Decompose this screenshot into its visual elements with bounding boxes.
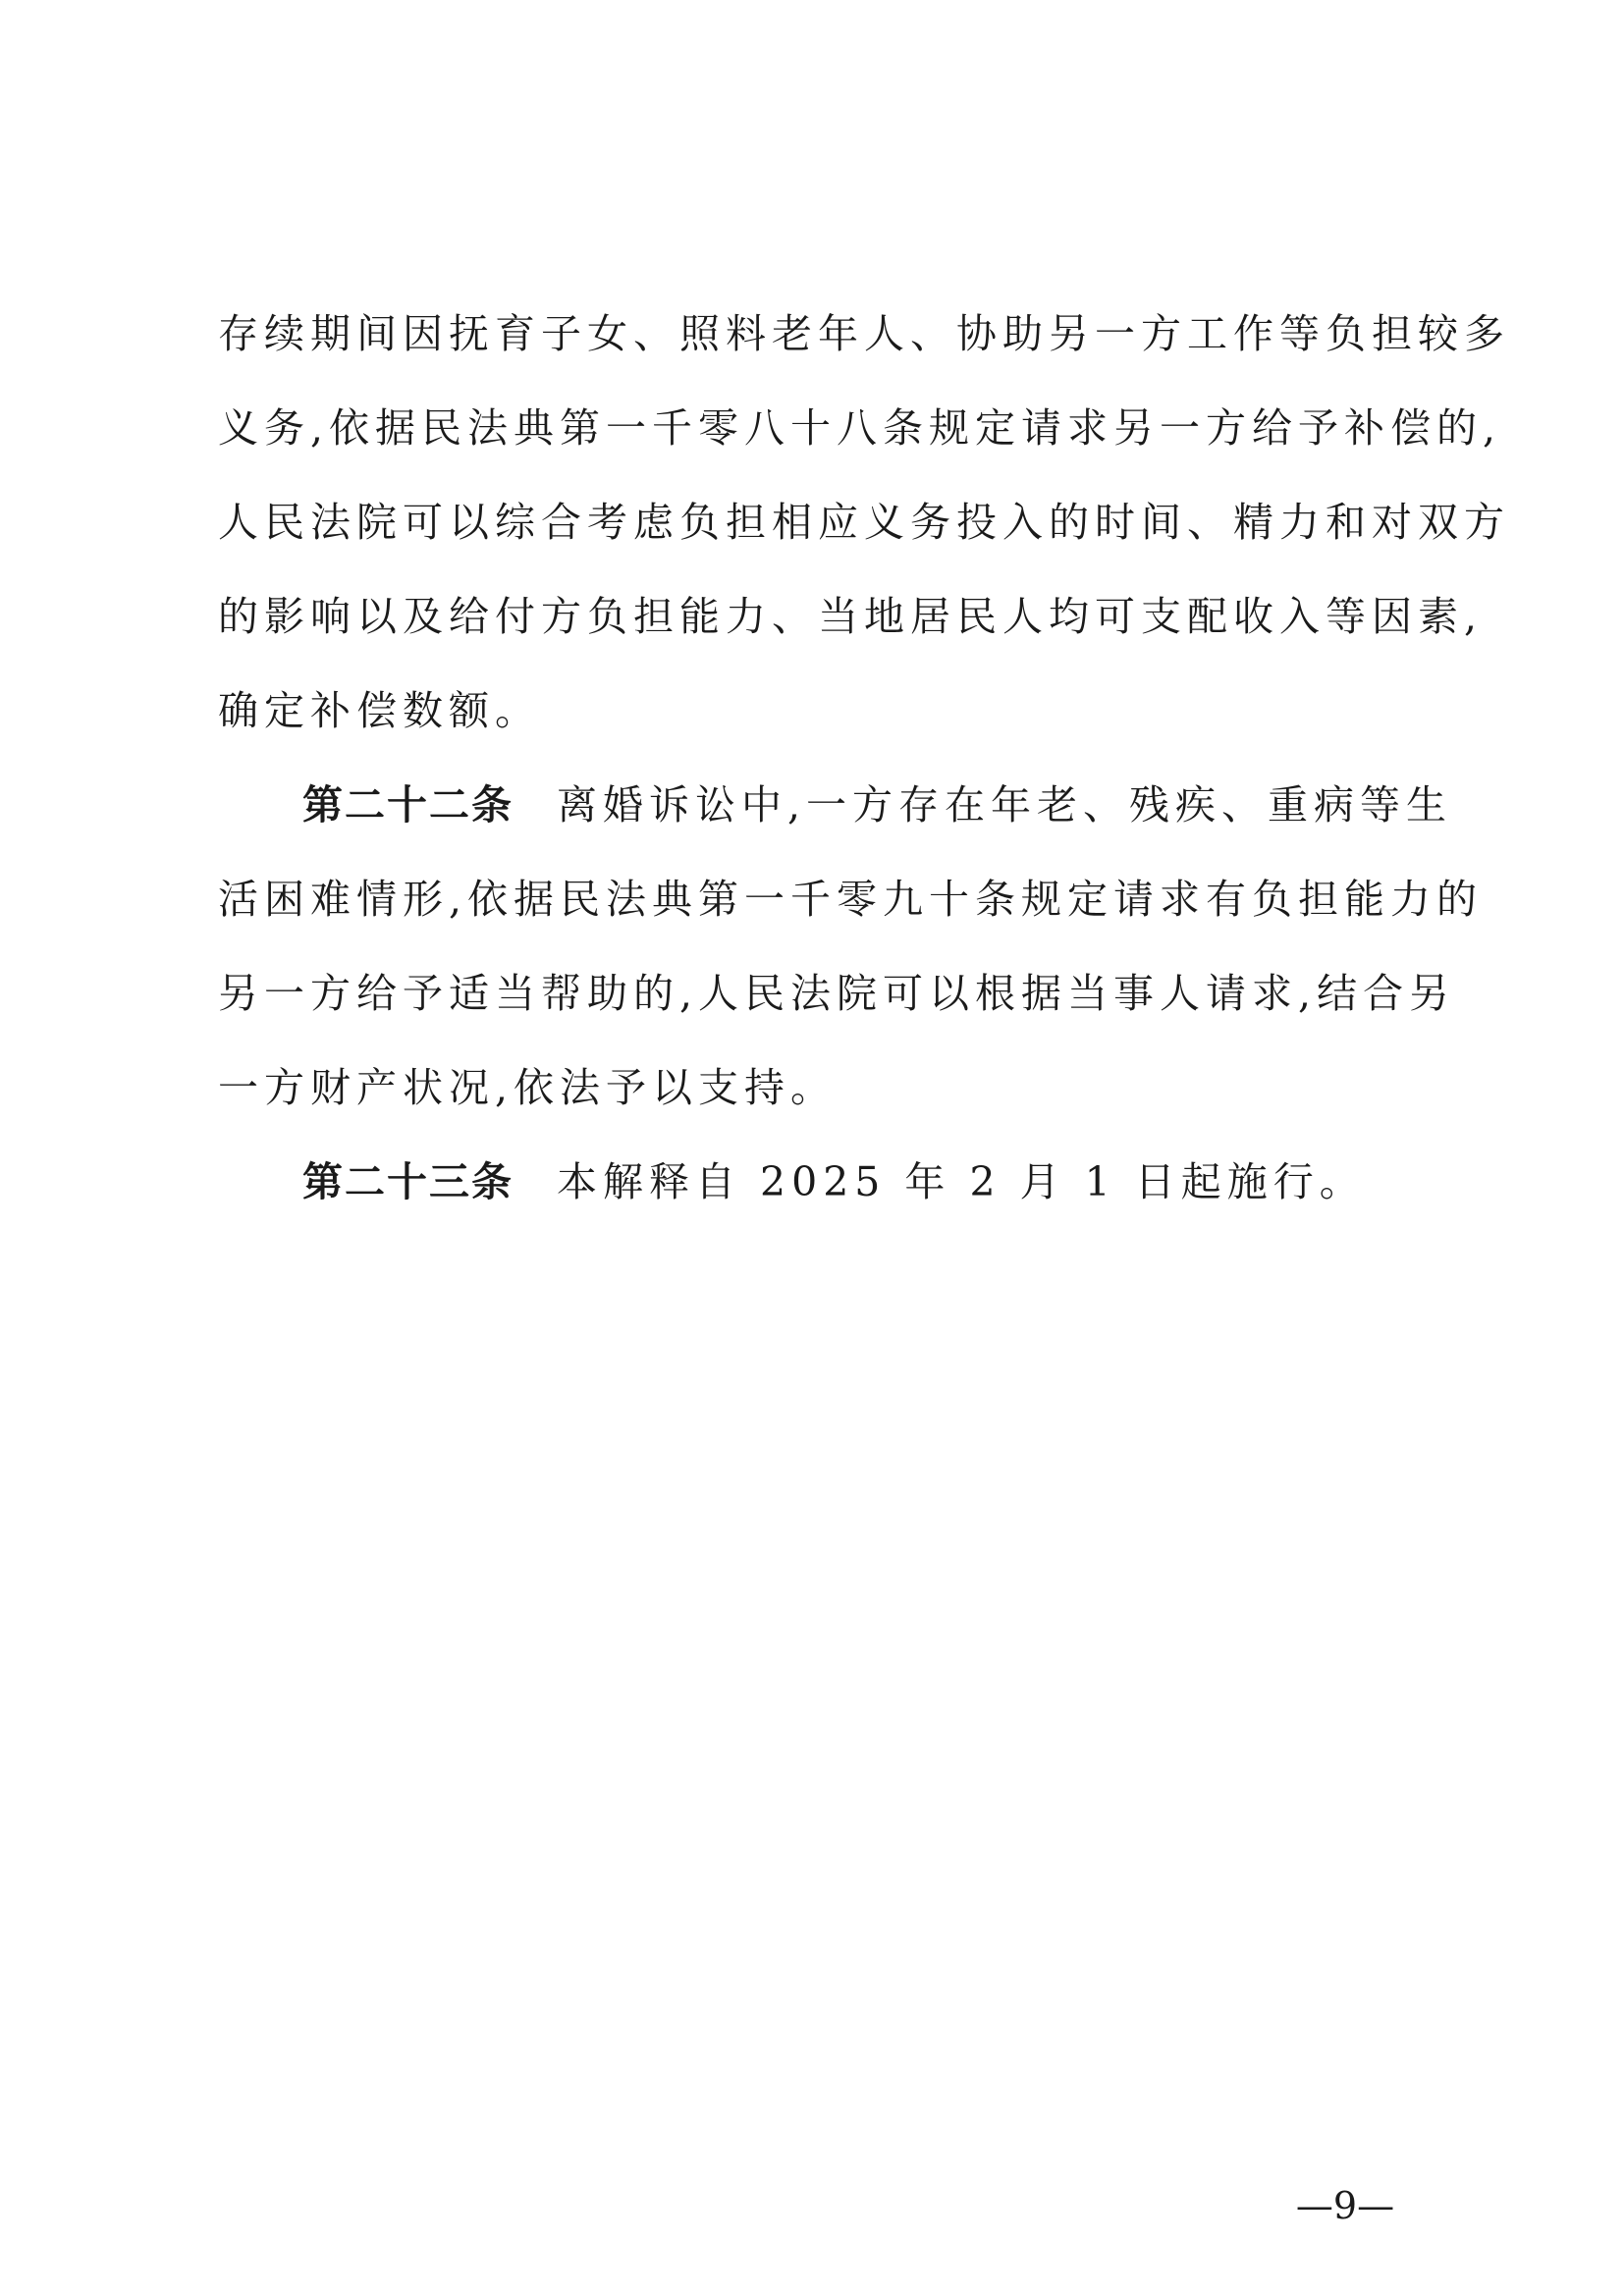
article-22-number: 第二十二条 (302, 781, 514, 828)
article-23-line (218, 1135, 1435, 1229)
document-body (218, 287, 1510, 1229)
paragraph-line: 存续期间因抚育子女、照料老年人、协助另一方工作等负担较多 (218, 310, 1510, 357)
paragraph-line: 一方财产状况,依法予以支持。 (218, 1064, 838, 1111)
page-number: —9— (1295, 2184, 1395, 2227)
article-22-first-line (218, 758, 1453, 852)
paragraph-line: 的影响以及给付方负担能力、当地居民人均可支配收入等因素, (218, 593, 1484, 640)
paragraph-line: 义务,依据民法典第一千零八十八条规定请求另一方给予补偿的, (218, 404, 1502, 452)
article-22-text: 离婚诉讼中,一方存在年老、残疾、重病等生 (557, 781, 1453, 828)
article-23-number: 第二十三条 (302, 1158, 514, 1205)
article-23-text: 本解释自 2025 年 2 月 1 日起施行。 (557, 1158, 1366, 1205)
paragraph-line: 人民法院可以综合考虑负担相应义务投入的时间、精力和对双方 (218, 499, 1510, 546)
paragraph-line: 活困难情形,依据民法典第一千零九十条规定请求有负担能力的 (218, 876, 1484, 923)
paragraph-line: 另一方给予适当帮助的,人民法院可以根据当事人请求,结合另 (218, 970, 1456, 1017)
paragraph-line: 确定补偿数额。 (218, 687, 541, 734)
